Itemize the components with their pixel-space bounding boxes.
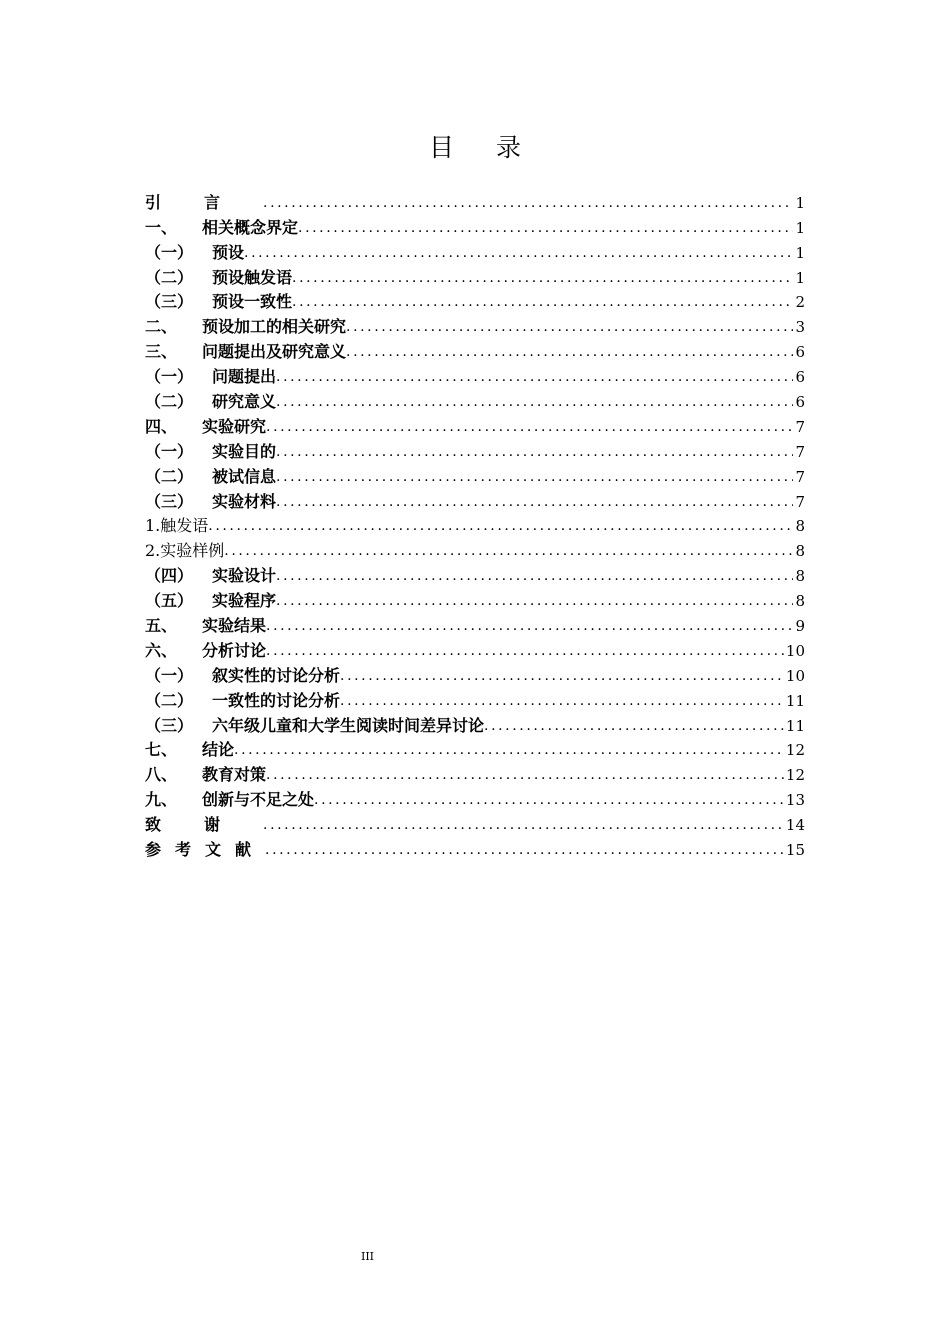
toc-entry[interactable] (145, 288, 805, 313)
toc-entry[interactable] (145, 512, 805, 537)
dot-leader (244, 243, 793, 263)
toc-entry-title: 实验材料 (212, 491, 277, 511)
toc-entry-title: 实验程序 (212, 591, 277, 611)
toc-entry-page: 7 (795, 442, 805, 461)
toc-entry-page: 11 (785, 691, 805, 710)
toc-entry-page: 10 (785, 641, 805, 660)
toc-entry-title: 叙实性的讨论分析 (212, 665, 341, 685)
dot-leader (484, 716, 784, 736)
toc-entry-page: 2 (795, 293, 805, 312)
toc-entry-page: 7 (795, 492, 805, 511)
toc-entry[interactable] (145, 487, 805, 512)
toc-entry[interactable] (145, 810, 805, 835)
dot-leader (276, 392, 793, 412)
toc-entry[interactable] (145, 760, 805, 785)
toc-entry-page: 8 (795, 517, 805, 536)
toc-entry-number: 八、 (145, 765, 178, 785)
toc-entry-title: 一致性的讨论分析 (212, 690, 341, 710)
toc-entry-number: （一） (145, 665, 194, 685)
toc-entry-title: 预设一致性 (212, 292, 293, 312)
toc-entry[interactable] (145, 611, 805, 636)
toc-entry-page: 6 (795, 393, 805, 412)
toc-entry-number: （一） (145, 367, 194, 387)
toc-entry-number: 六、 (145, 640, 178, 660)
toc-entry-title: 分析讨论 (202, 640, 267, 660)
toc-entry[interactable] (145, 437, 805, 462)
toc-entry-title: 实验样例 (160, 541, 225, 561)
toc-entry-page: 6 (795, 368, 805, 387)
toc-entry-title: 相关概念界定 (202, 217, 299, 237)
toc-entry-label (145, 765, 266, 785)
toc-entry-title: 问题提出及研究意义 (202, 342, 347, 362)
toc-entry-label (145, 516, 208, 536)
dot-leader (276, 492, 793, 512)
toc-entry-title: 实验结果 (202, 616, 267, 636)
toc-entry-number: （二） (145, 267, 194, 287)
toc-entry-page: 1 (795, 218, 805, 237)
toc-entry-number: 一、 (145, 217, 178, 237)
toc-entry-page: 12 (785, 741, 805, 760)
toc-entry[interactable] (145, 462, 805, 487)
toc-entry-title: 预设触发语 (212, 267, 293, 287)
toc-entry-label (145, 666, 340, 686)
toc-entry[interactable] (145, 661, 805, 686)
toc-entry-page: 7 (795, 417, 805, 436)
toc-entry-page: 3 (795, 318, 805, 337)
toc-entry[interactable] (145, 561, 805, 586)
dot-leader (265, 840, 784, 860)
toc-entry-page: 8 (795, 567, 805, 586)
toc-entry-label (145, 716, 484, 736)
toc-entry-number: （三） (145, 715, 194, 735)
toc-entry[interactable] (145, 636, 805, 661)
toc-entry-number: 三、 (145, 342, 178, 362)
toc-entry-label (145, 442, 276, 462)
toc-entry-title: 实验目的 (212, 441, 277, 461)
toc-entry-title: 六年级儿童和大学生阅读时间差异讨论 (212, 715, 485, 735)
toc-entry-page: 7 (795, 467, 805, 486)
dot-leader (266, 641, 784, 661)
dot-leader (266, 765, 784, 785)
toc-entry-label (145, 292, 292, 312)
page-number-footer: III (360, 1250, 375, 1263)
dot-leader (292, 268, 793, 288)
toc-entry[interactable] (145, 238, 805, 263)
toc-entry-title: 触发语 (160, 516, 209, 536)
dot-leader (234, 740, 784, 760)
dot-leader (276, 566, 793, 586)
dot-leader (263, 815, 784, 835)
toc-entry-label (145, 218, 298, 238)
toc-entry-number: 七、 (145, 740, 178, 760)
dot-leader (346, 317, 793, 337)
toc-entry-label (145, 243, 244, 263)
dot-leader (276, 467, 793, 487)
toc-entry[interactable] (145, 686, 805, 711)
toc-entry-number: （三） (145, 491, 194, 511)
toc-entry-number: （五） (145, 591, 194, 611)
toc-entry-title: 引言 (145, 192, 264, 212)
dot-leader (266, 417, 793, 437)
toc-entry-title: 教育对策 (202, 765, 267, 785)
dot-leader (276, 591, 793, 611)
toc-entry[interactable] (145, 785, 805, 810)
toc-entry-title: 创新与不足之处 (202, 790, 315, 810)
toc-entry-page: 8 (795, 592, 805, 611)
toc-entry[interactable] (145, 188, 805, 213)
toc-entry-label (145, 641, 266, 661)
toc-entry-page: 13 (785, 791, 805, 810)
toc-entry-title: 预设加工的相关研究 (202, 317, 347, 337)
toc-entry-number: （三） (145, 292, 194, 312)
toc-entry[interactable] (145, 586, 805, 611)
toc-entry-label (145, 840, 265, 860)
dot-leader (314, 790, 784, 810)
toc-entry-label (145, 268, 292, 288)
toc-entry-label (145, 541, 224, 561)
toc-entry[interactable] (145, 362, 805, 387)
toc-entry-title: 实验研究 (202, 416, 267, 436)
dot-leader (292, 292, 793, 312)
toc-entry-label (145, 392, 276, 412)
toc-entry-page: 1 (795, 268, 805, 287)
toc-entry-page: 15 (785, 841, 805, 860)
toc-entry-label (145, 566, 276, 586)
toc-entry-title: 实验设计 (212, 566, 277, 586)
toc-entry-label (145, 492, 276, 512)
toc-entry-page: 12 (785, 766, 805, 785)
toc-entry-label (145, 616, 266, 636)
toc-entry-label (145, 417, 266, 437)
toc-entry-label (145, 193, 263, 213)
toc-entry-title: 预设 (212, 242, 245, 262)
toc-entry-number: 二、 (145, 317, 178, 337)
toc-entry-page: 14 (785, 816, 805, 835)
dot-leader (266, 616, 793, 636)
toc-entry-number: （二） (145, 392, 194, 412)
toc-entry-page: 10 (785, 666, 805, 685)
toc-entry[interactable] (145, 213, 805, 238)
dot-leader (340, 666, 784, 686)
toc-entry-title: 问题提出 (212, 367, 277, 387)
toc-entry[interactable] (145, 736, 805, 761)
toc-entry-page: 1 (795, 243, 805, 262)
toc-entry-page: 8 (795, 542, 805, 561)
toc-entry[interactable] (145, 711, 805, 736)
toc-entry-label (145, 691, 340, 711)
toc-entry-number: 1. (145, 516, 161, 536)
toc-entry-label (145, 790, 314, 810)
toc-entry-number: （二） (145, 690, 194, 710)
toc-entry-number: 四、 (145, 416, 178, 436)
toc-entry-number: （一） (145, 242, 194, 262)
toc-entry-page: 9 (795, 617, 805, 636)
toc-entry-number: 2. (145, 541, 161, 561)
toc-entry-number: 九、 (145, 790, 178, 810)
toc-entry[interactable] (145, 412, 805, 437)
toc-entry-number: （四） (145, 566, 194, 586)
dot-leader (263, 193, 793, 213)
toc-entry[interactable] (145, 263, 805, 288)
dot-leader (276, 367, 793, 387)
dot-leader (346, 342, 793, 362)
toc-entry[interactable] (145, 387, 805, 412)
toc-entry-label (145, 740, 234, 760)
toc-entry-number: 五、 (145, 616, 178, 636)
toc-entry-page: 6 (795, 343, 805, 362)
toc-entry-title: 被试信息 (212, 466, 277, 486)
toc-entry[interactable] (145, 312, 805, 337)
dot-leader (276, 442, 793, 462)
toc-entry-title: 参考文献 (145, 840, 266, 860)
toc-entry-label (145, 815, 263, 835)
toc-entry[interactable] (145, 536, 805, 561)
toc-entry[interactable] (145, 835, 805, 860)
toc-entry-page: 1 (795, 193, 805, 212)
toc-entry-number: （一） (145, 441, 194, 461)
dot-leader (208, 516, 793, 536)
toc-entry[interactable] (145, 337, 805, 362)
dot-leader (298, 218, 793, 238)
toc-entry-page: 11 (785, 716, 805, 735)
toc-entry-label (145, 342, 346, 362)
toc-entry-title: 致谢 (145, 815, 264, 835)
table-of-contents (145, 188, 805, 860)
toc-entry-number: （二） (145, 466, 194, 486)
page-title: 目录 (428, 133, 563, 162)
toc-entry-title: 结论 (202, 740, 235, 760)
dot-leader (340, 691, 784, 711)
dot-leader (224, 541, 793, 561)
toc-entry-label (145, 367, 276, 387)
toc-entry-title: 研究意义 (212, 392, 277, 412)
toc-entry-label (145, 467, 276, 487)
toc-entry-label (145, 591, 276, 611)
toc-entry-label (145, 317, 346, 337)
